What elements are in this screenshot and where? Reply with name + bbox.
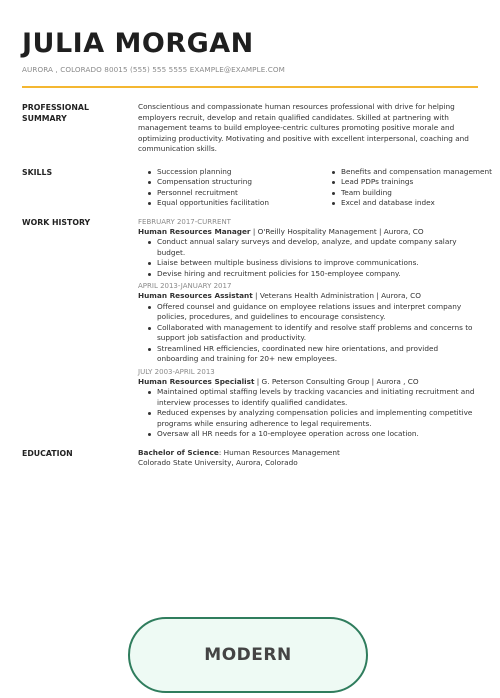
skill-item: Benefits and compensation management	[341, 167, 500, 178]
education-degree-line	[138, 448, 478, 459]
job-heading	[138, 227, 478, 238]
degree: Bachelor of Science	[138, 447, 219, 457]
job-employer: | O'Reilly Hospitality Management | Aurora, CO	[250, 226, 424, 236]
job-heading	[138, 377, 478, 388]
work-history-section	[22, 217, 478, 440]
skills-column-right	[322, 167, 500, 209]
template-style-label: MODERN	[204, 645, 292, 665]
candidate-name: JULIA MORGAN	[22, 28, 254, 59]
template-style-button[interactable]	[128, 617, 368, 693]
skill-item: Succession planning	[157, 167, 322, 178]
skill-item: Team building	[341, 188, 500, 199]
skill-item: Personnel recruitment	[157, 188, 322, 199]
header-divider	[22, 86, 478, 88]
job-bullets	[138, 302, 478, 365]
job-dates: APRIL 2013-JANUARY 2017	[138, 282, 232, 290]
school: Colorado State University, Aurora, Colorado	[138, 458, 298, 467]
job-employer: | G. Peterson Consulting Group | Aurora , CO	[254, 376, 419, 386]
job-bullet: Offered counsel and guidance on employee relations issues and interpret company policies, procedures, and guidelines to encourage consistency.	[157, 302, 478, 323]
job-bullet: Liaise between multiple business divisions to improve communications.	[157, 258, 478, 269]
job-dates: FEBRUARY 2017-CURRENT	[138, 217, 231, 226]
job-title: Human Resources Manager	[138, 226, 251, 236]
job-bullet: Maintained optimal staffing levels by tracking vacancies and initiating recruitment and interview processes to identify qualified candidates.	[157, 387, 478, 408]
work-history-list	[138, 217, 478, 440]
job-title: Human Resources Assistant	[138, 291, 253, 300]
summary-heading-line2: SUMMARY	[22, 114, 67, 123]
job-bullet: Streamlined HR efficiencies, coordinated new hire orientations, and provided onboarding and training for 20+ new employees.	[157, 344, 478, 365]
job-title: Human Resources Specialist	[138, 376, 255, 386]
job-entry	[138, 217, 478, 280]
job-entry	[138, 367, 478, 440]
skill-item: Compensation structuring	[157, 177, 322, 188]
job-bullet: Oversaw all HR needs for a 10-employee operation across one location.	[157, 429, 478, 440]
skills-list	[138, 167, 500, 209]
job-employer: | Veterans Health Administration | Aurora, CO	[252, 291, 421, 300]
summary-heading-line1: PROFESSIONAL	[22, 103, 89, 112]
education-section	[22, 448, 478, 469]
summary-section	[22, 102, 478, 155]
degree-field: : Human Resources Management	[218, 447, 340, 457]
skill-item: Excel and database index	[341, 198, 500, 209]
skills-heading: SKILLS	[22, 167, 53, 177]
skills-column-left	[138, 167, 322, 209]
job-dates: JULY 2003-APRIL 2013	[138, 367, 215, 376]
skills-section	[22, 166, 493, 209]
job-bullet: Collaborated with management to identify and resolve staff problems and concerns to support job satisfaction and productivity.	[157, 323, 478, 344]
summary-text: Conscientious and compassionate human resources professional with drive for helping employers recruit, develop and retain qualified candidates. Skilled at partnering with management teams to build employee-centric cultures promoting positive morale and optimizing productivity. Motivating and positive with excellent interpersonal, coaching and communication skills.	[138, 102, 469, 153]
skill-item: Equal opportunities facilitation	[157, 198, 322, 209]
education-heading: EDUCATION	[22, 448, 73, 458]
contact-info: AURORA , COLORADO 80015 (555) 555 5555 EXAMPLE@EXAMPLE.COM	[22, 65, 285, 74]
job-bullets	[138, 237, 478, 279]
summary-heading	[22, 102, 138, 155]
job-bullet: Reduced expenses by analyzing compensation policies and implementing competitive programs while ensuring adherence to legal requirements.	[157, 408, 478, 429]
job-heading	[138, 291, 478, 302]
education-details	[138, 448, 478, 469]
resume-page	[22, 28, 493, 469]
job-bullets	[138, 387, 478, 440]
job-bullet: Devise hiring and recruitment policies for 150-employee company.	[157, 269, 478, 280]
job-bullet: Conduct annual salary surveys and develop, analyze, and update company salary budget.	[157, 237, 478, 258]
work-history-heading: WORK HISTORY	[22, 217, 91, 227]
skill-item: Lead PDPs trainings	[341, 177, 500, 188]
job-entry	[138, 281, 478, 365]
